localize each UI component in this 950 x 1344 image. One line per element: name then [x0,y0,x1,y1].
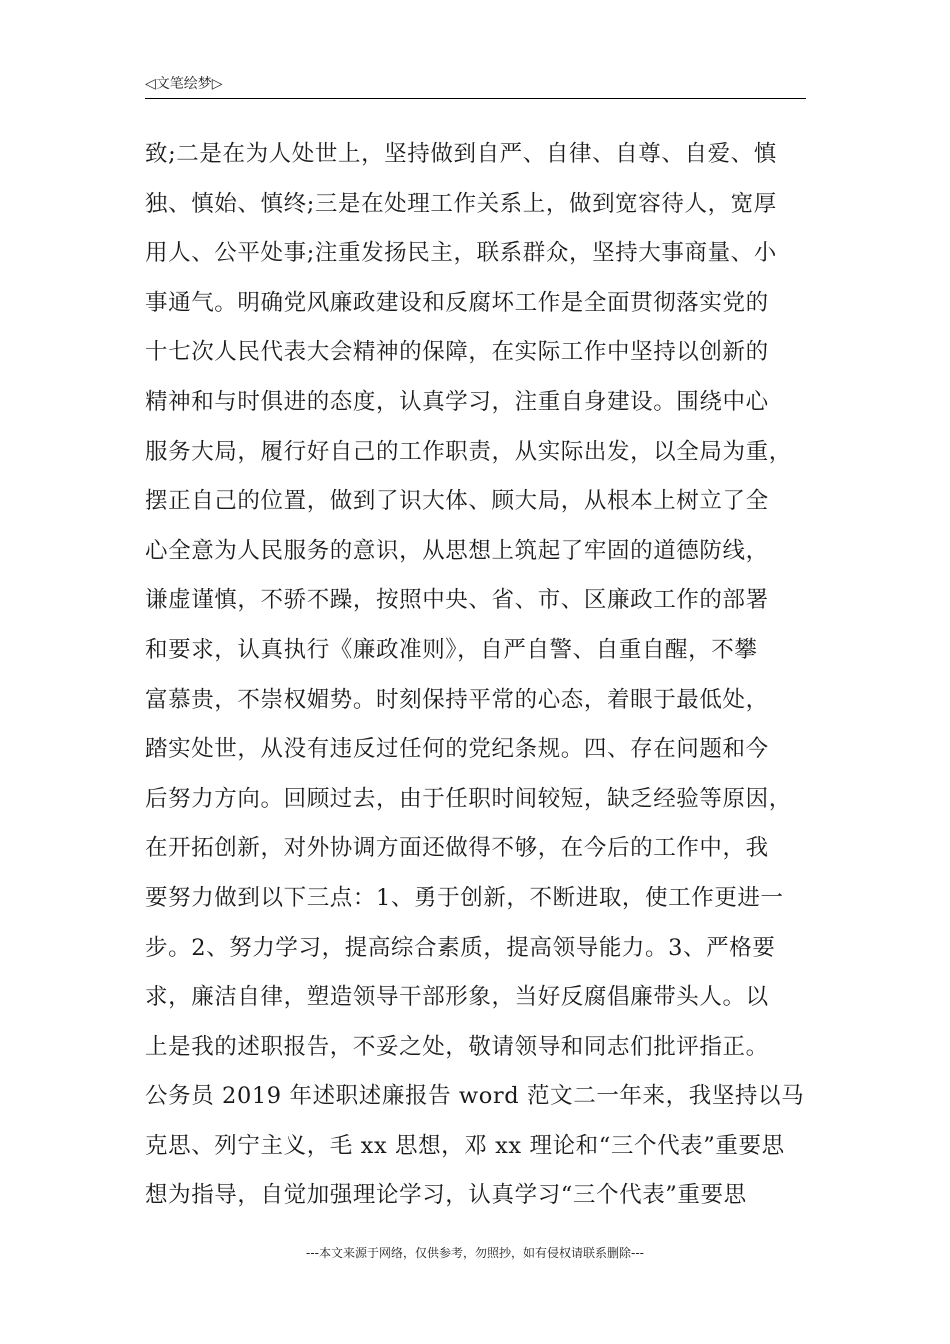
body-line: 踏实处世，从没有违反过任何的党纪条规。四、存在问题和今 [145,736,769,763]
body-line: 公务员 2019 年述职述廉报告 word 范文二一年来，我坚持以马 [145,1083,805,1110]
document-body [145,130,809,1221]
body-line: 求，廉洁自律，塑造领导干部形象，当好反腐倡廉带头人。以 [145,984,769,1011]
body-line: 精神和与时俱进的态度，认真学习，注重自身建设。围绕中心 [145,388,769,415]
body-line: 心全意为人民服务的意识，从思想上筑起了牢固的道德防线， [145,537,769,564]
body-line: 要努力做到以下三点：1、勇于创新，不断进取，使工作更进一 [145,884,784,911]
header-title: ◁文笔绘梦▷ [145,76,223,92]
body-line: 用人、公平处事;注重发扬民主，联系群众，坚持大事商量、小 [145,240,777,267]
body-line: 独、慎始、慎终;三是在处理工作关系上，做到宽容待人，宽厚 [145,190,777,217]
body-line: 事通气。明确党风廉政建设和反腐坏工作是全面贯彻落实党的 [145,289,769,316]
page-footer-disclaimer: ---本文来源于网络，仅供参考，勿照抄，如有侵权请联系删除--- [306,1246,644,1260]
body-line: 在开拓创新，对外协调方面还做得不够，在今后的工作中，我 [145,835,769,862]
body-line: 想为指导，自觉加强理论学习，认真学习“三个代表”重要思 [145,1182,747,1209]
body-line: 后努力方向。回顾过去，由于任职时间较短，缺乏经验等原因， [145,785,792,812]
body-line: 致;二是在为人处世上，坚持做到自严、自律、自尊、自爱、慎 [145,141,777,167]
page-header [145,74,806,99]
body-line: 十七次人民代表大会精神的保障，在实际工作中坚持以创新的 [145,339,769,366]
body-line: 富慕贵，不崇权媚势。时刻保持平常的心态，着眼于最低处， [145,686,769,713]
body-line: 和要求，认真执行《廉政准则》，自严自警、自重自醒，不攀 [145,636,758,663]
body-line: 克思、列宁主义，毛 xx 思想，邓 xx 理论和“三个代表”重要思 [145,1132,785,1159]
body-line: 步。2、努力学习，提高综合素质，提高领导能力。3、严格要 [145,934,776,961]
body-line: 上是我的述职报告，不妥之处，敬请领导和同志们批评指正。 [145,1033,769,1060]
body-line: 谦虚谨慎，不骄不躁，按照中央、省、市、区廉政工作的部署 [145,587,769,614]
body-line: 服务大局，履行好自己的工作职责，从实际出发，以全局为重， [145,438,792,465]
body-line: 摆正自己的位置，做到了识大体、顾大局，从根本上树立了全 [145,488,769,515]
